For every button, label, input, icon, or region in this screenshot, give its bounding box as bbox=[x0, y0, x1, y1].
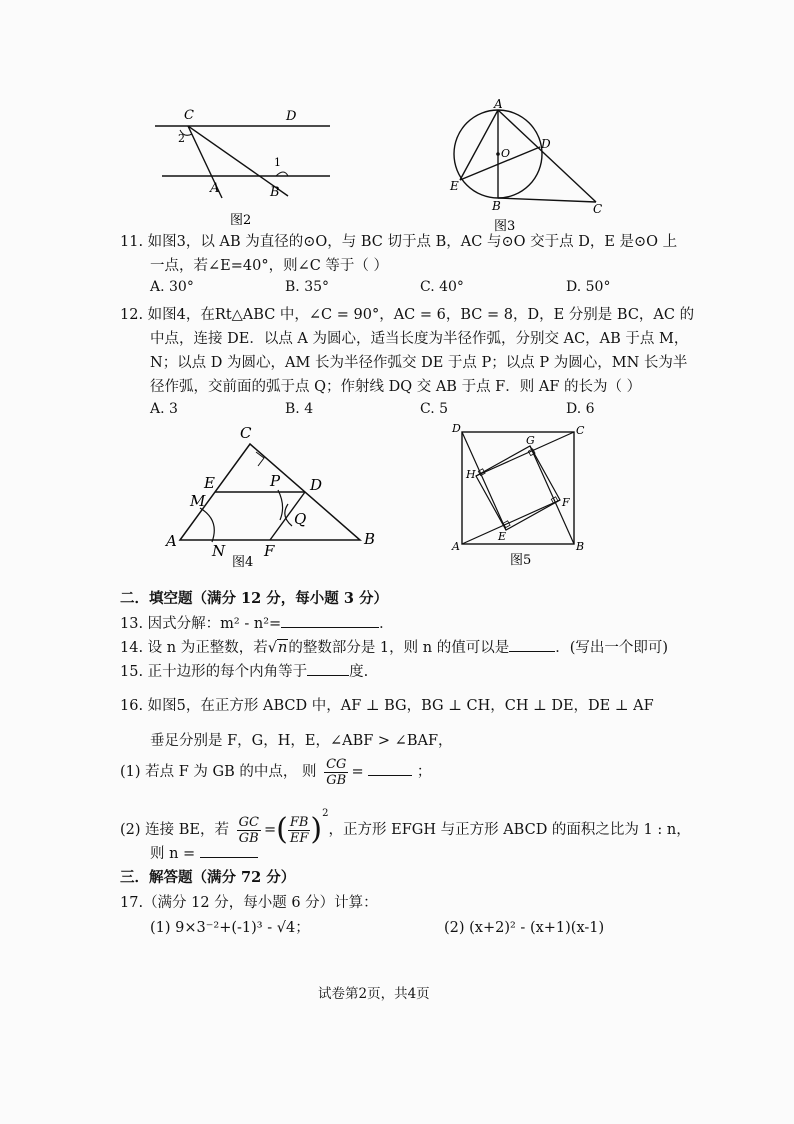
q14-radicand: n bbox=[277, 640, 288, 656]
q12-option-d: D. 6 bbox=[566, 401, 595, 417]
q13-number: 13. bbox=[120, 616, 144, 632]
q16-part1-denominator: GB bbox=[326, 772, 347, 788]
fig5-label-g: G bbox=[526, 434, 535, 447]
q17-text: （满分 12 分，每小题 6 分）计算： bbox=[143, 895, 378, 911]
figure-5-diagram bbox=[448, 420, 588, 570]
fig3-label-a: A bbox=[494, 97, 503, 111]
fig3-label-c: C bbox=[593, 202, 603, 216]
fig4-label-e: E bbox=[204, 474, 215, 492]
fig5-label-c: C bbox=[576, 424, 585, 437]
figure-4-diagram bbox=[160, 420, 385, 570]
q15-number: 15. bbox=[120, 664, 144, 680]
q16-part2-text: ，正方形 EFGH 与正方形 ABCD 的面积之比为 bbox=[328, 822, 639, 838]
fig4-label-q: Q bbox=[294, 510, 307, 528]
q13-text: 因式分解：m² - n²= bbox=[147, 616, 282, 632]
fig4-label-a: A bbox=[166, 532, 177, 550]
q15-post: 度. bbox=[349, 664, 369, 680]
fig2-angle-1: 1 bbox=[274, 156, 281, 169]
q15-answer-blank[interactable] bbox=[307, 675, 349, 676]
q16-part2-answer-blank[interactable] bbox=[200, 857, 258, 858]
q15-pre: 正十边形的每个内角等于 bbox=[147, 664, 308, 680]
figure-3-diagram bbox=[448, 96, 618, 236]
fig3-label-d: D bbox=[541, 137, 551, 151]
q16-part1-fraction bbox=[324, 757, 348, 788]
q11-number: 11. bbox=[120, 234, 144, 250]
q16-part2-right-denominator: EF bbox=[289, 830, 309, 846]
q17-number: 17. bbox=[120, 895, 144, 911]
q12-option-a: A. 3 bbox=[150, 401, 178, 417]
fig4-label-c: C bbox=[240, 424, 252, 442]
fig2-label-c: C bbox=[184, 108, 194, 123]
q16-part1-then: 则 bbox=[302, 764, 317, 780]
fig4-caption: 图4 bbox=[232, 555, 254, 570]
q12-option-c: C. 5 bbox=[420, 401, 449, 417]
q11-option-d: D. 50° bbox=[566, 279, 611, 295]
q11-line2: 一点，若∠E=40°，则∠C 等于（ ） bbox=[150, 258, 389, 274]
fig4-label-n: N bbox=[212, 542, 226, 560]
section-2-heading: 二．填空题（满分 12 分，每小题 3 分） bbox=[120, 590, 388, 607]
q17-line bbox=[120, 893, 378, 913]
q17-part2: (2) (x+2)² - (x+1)(x-1) bbox=[444, 920, 605, 936]
q16-part1-label: (1) 若点 F 为 GB 的中点， bbox=[120, 764, 298, 780]
q16-part1-end: ； bbox=[416, 764, 432, 780]
q16-part2-then: 则 n = bbox=[150, 846, 196, 862]
fig5-label-f: F bbox=[562, 496, 570, 509]
q14-line: 14. 设 n 为正整数，若√n的整数部分是 1，则 n 的值可以是 ．(写出一个即可) bbox=[120, 640, 669, 656]
fig2-label-b: B bbox=[270, 185, 280, 200]
fig5-label-e: E bbox=[498, 530, 507, 543]
page-footer: 试卷第2页，共4页 bbox=[318, 986, 430, 1002]
q16-part2-left-numerator: GC bbox=[238, 814, 259, 830]
q13-answer-blank[interactable] bbox=[281, 627, 379, 628]
fig4-label-b: B bbox=[364, 530, 376, 548]
fig4-label-m: M bbox=[190, 492, 206, 510]
q17-part1: (1) 9×3⁻²+(-1)³ - √4； bbox=[150, 920, 310, 936]
q16-number: 16. bbox=[120, 698, 144, 714]
q12-line4: 径作弧，交前面的弧于点 Q；作射线 DQ 交 AB 于点 F．则 AF 的长为（ ） bbox=[150, 379, 642, 395]
fig5-label-b: B bbox=[576, 540, 585, 553]
q16-part2-answer bbox=[150, 844, 258, 864]
q14-pre: 设 n 为正整数，若 bbox=[147, 640, 268, 656]
fig5-caption: 图5 bbox=[510, 553, 532, 568]
fig2-caption: 图2 bbox=[230, 213, 252, 225]
q16-part1-numerator: CG bbox=[326, 756, 347, 772]
fig3-label-e: E bbox=[450, 179, 459, 193]
q16-part2-left-fraction bbox=[237, 815, 261, 846]
q14-answer-blank[interactable] bbox=[509, 651, 555, 652]
fig4-label-d: D bbox=[310, 476, 323, 494]
fig5-label-d: D bbox=[452, 422, 461, 435]
q12-line3: N；以点 D 为圆心，AM 长为半径作弧交 DE 于点 P；以点 P 为圆心，MN 长为半 bbox=[150, 355, 688, 371]
q16-part2-exponent: 2 bbox=[322, 808, 329, 819]
q16-part1-equals: = bbox=[351, 764, 364, 780]
q16-text1: 如图5，在正方形 ABCD 中，AF ⊥ BG，BG ⊥ CH，CH ⊥ DE，DE ⊥ AF bbox=[147, 698, 654, 714]
fig3-label-o: O bbox=[501, 147, 511, 160]
q16-part1 bbox=[120, 754, 431, 790]
q16-part2-right-fraction bbox=[288, 815, 311, 846]
fig5-label-a: A bbox=[452, 540, 460, 553]
q14-post: 的整数部分是 1，则 n 的值可以是 bbox=[288, 640, 510, 656]
section-3-heading: 三．解答题（满分 72 分） bbox=[120, 869, 296, 886]
q12-line2: 中点，连接 DE．以点 A 为圆心，适当长度为半径作弧，分别交 AC，AB 于点 M， bbox=[150, 331, 689, 347]
q16-part2-equals: = bbox=[263, 822, 277, 838]
q16-part2-label: (2) 连接 BE，若 bbox=[120, 822, 229, 838]
q12-line1 bbox=[120, 305, 694, 325]
q16-line1 bbox=[120, 696, 654, 716]
q11-line1 bbox=[120, 232, 677, 252]
fig2-label-a: A bbox=[210, 181, 220, 196]
fig3-caption: 图3 bbox=[494, 219, 516, 234]
q11-text1: 如图3，以 AB 为直径的⊙O，与 BC 切于点 B，AC 与⊙O 交于点 D，E 是⊙O 上 bbox=[147, 234, 678, 250]
q12-number: 12. bbox=[120, 307, 144, 323]
fig5-label-h: H bbox=[466, 468, 476, 481]
fig4-label-f: F bbox=[264, 542, 275, 560]
q11-option-b: B. 35° bbox=[285, 279, 330, 295]
q11-option-c: C. 40° bbox=[420, 279, 464, 295]
q12-option-b: B. 4 bbox=[285, 401, 314, 417]
q16-part2-right-numerator: FB bbox=[289, 814, 309, 830]
fig4-label-p: P bbox=[270, 472, 281, 490]
q13-line: 13. 因式分解：m² - n²= ． bbox=[120, 616, 394, 632]
q15-line bbox=[120, 662, 368, 682]
q16-part2-ratio: 1 : n， bbox=[643, 822, 691, 838]
fig2-label-d: D bbox=[286, 109, 297, 124]
q14-tail: ．(写出一个即可) bbox=[555, 640, 669, 656]
q16-part2-left-denominator: GB bbox=[238, 830, 259, 846]
figure-2-diagram bbox=[150, 100, 340, 225]
q14-number: 14. bbox=[120, 640, 144, 656]
q12-text1: 如图4，在Rt△ABC 中，∠C = 90°，AC = 6，BC = 8，D，E 分别是 BC，AC 的 bbox=[147, 307, 695, 323]
q16-part2: (2) 连接 BE，若 $\frac{GC}{GB}$ =( $\frac{FB}{EF}$ )$^2$，正方形 EFGH 与正方形 ABCD 的面积之比为 1 : n， bbox=[120, 808, 691, 847]
q11-option-a: A. 30° bbox=[150, 279, 194, 295]
q16-line2: 垂足分别是 F，G，H，E，∠ABF > ∠BAF， bbox=[150, 733, 453, 749]
fig3-label-b: B bbox=[492, 199, 501, 213]
q16-part1-answer-blank[interactable] bbox=[368, 775, 412, 776]
fig2-angle-2: 2 bbox=[178, 132, 185, 145]
